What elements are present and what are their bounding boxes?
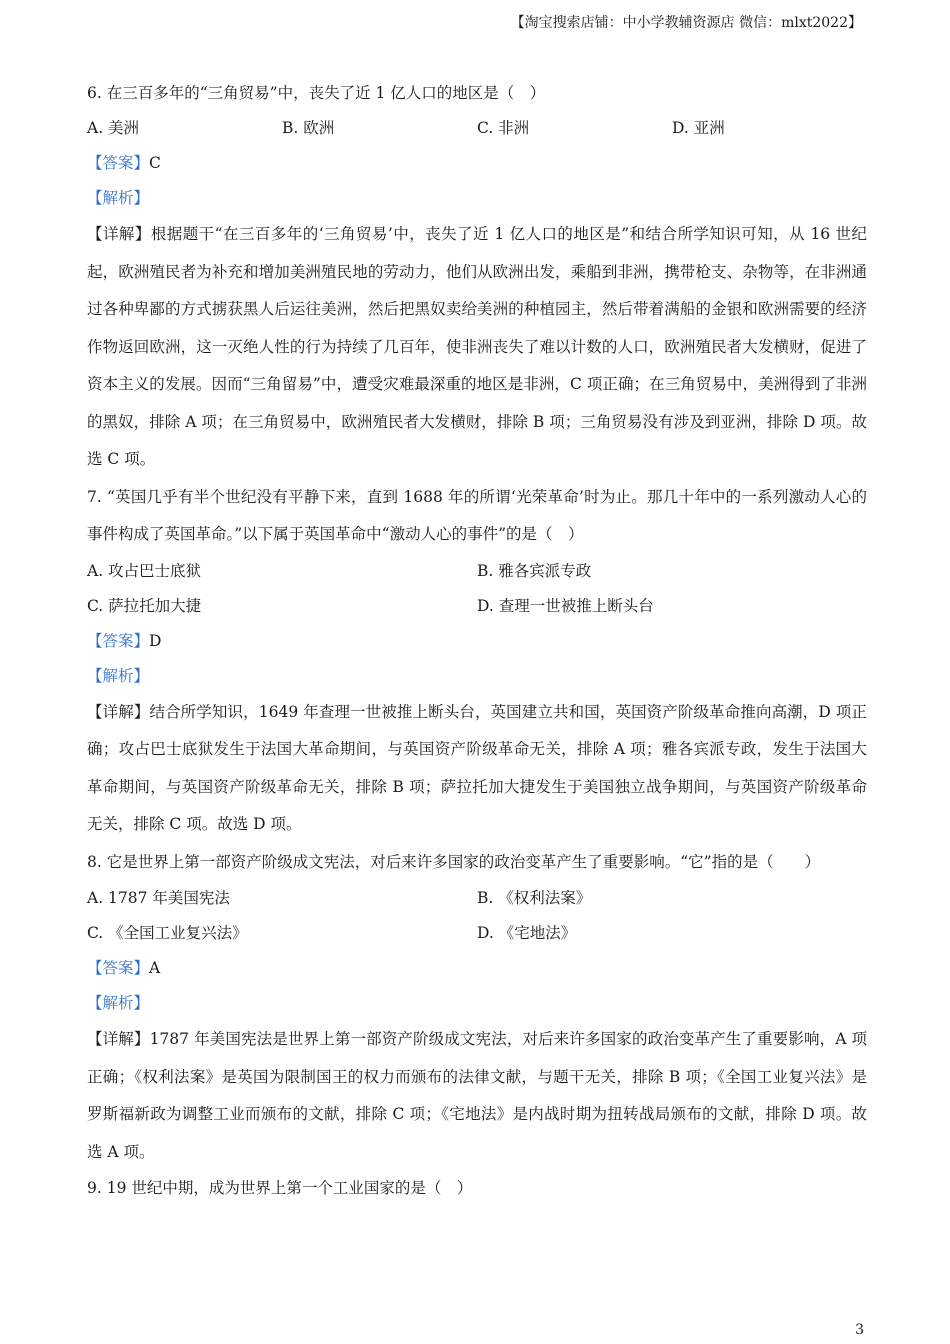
page-header: 【淘宝搜索店铺：中小学教辅资源店 微信：mlxt2022】 (510, 15, 862, 31)
question-8-answer (87, 951, 867, 986)
detail-tag: 【详解】 (87, 225, 151, 243)
analysis-tag: 【解析】 (87, 994, 150, 1012)
question-7-options-row1 (87, 554, 867, 589)
detail-tag: 【详解】 (87, 702, 150, 721)
answer-value: D (149, 631, 162, 650)
question-8-stem: 8. 它是世界上第一部资产阶级成文宪法，对后来许多国家的政治变革产生了重要影响。“它”指的是（ ） (87, 852, 821, 871)
question-8-detail (87, 1021, 867, 1171)
detail-text: 结合所学知识，1649 年查理一世被推上断头台，英国建立共和国，英国资产阶级革命推向高潮，D 项正确；攻占巴士底狱发生于法国大革命期间，与英国资产阶级革命无关，排除 A 项；雅各宾派专政，发生于法国大革命期间，与英国资产阶级革命无关，排除 B 项；萨拉托加大捷发生于美国独立战争期间，与英国资产阶级革命无关，排除 C 项。故选 D 项。 (87, 702, 867, 833)
question-7-options-row2 (87, 589, 867, 624)
answer-value: C (149, 154, 161, 172)
answer-tag: 【答案】 (87, 959, 150, 977)
option-d: D. 查理一世被推上断头台 (477, 596, 654, 615)
question-6-answer (87, 146, 867, 181)
question-8-options-row2 (87, 916, 867, 951)
option-a: A. 攻占巴士底狱 (87, 561, 202, 580)
option-c: C. 《全国工业复兴法》 (87, 924, 248, 942)
question-9-stem: 9. 19 世纪中期，成为世界上第一个工业国家的是（ ） (87, 1179, 473, 1197)
option-b: B. 雅各宾派专政 (477, 561, 592, 580)
question-8-analysis (87, 986, 867, 1021)
question-7-stem: 7. “英国几乎有半个世纪没有平静下来，直到 1688 年的所谓‘光荣革命’时为止。那几十年中的一系列激动人心的事件构成了英国革命。”以下属于英国革命中“激动人心的事件”的是（ ） (87, 487, 867, 543)
question-content (87, 76, 867, 1206)
question-7-analysis (87, 659, 867, 694)
option-c: C. 非洲 (477, 119, 530, 137)
answer-tag: 【答案】 (87, 631, 150, 650)
option-d: D. 《宅地法》 (477, 924, 577, 942)
question-8-options-row1 (87, 881, 867, 916)
question-7-answer (87, 624, 867, 659)
option-a: A. 1787 年美国宪法 (87, 889, 230, 907)
option-b: B. 《权利法案》 (477, 889, 592, 907)
detail-text: 根据题干“在三百多年的‘三角贸易’中，丧失了近 1 亿人口的地区是”和结合所学知识可知，从 16 世纪起，欧洲殖民者为补充和增加美洲殖民地的劳动力，他们从欧洲出发，乘船到非洲，携带枪支、杂物等，在非洲通过各种卑鄙的方式掳获黑人后运往美洲，然后把黑奴卖给美洲的种植园主，然后带着满船的金银和欧洲需要的经济作物返回欧洲，这一灭绝人性的行为持续了几百年，使非洲丧失了难以计数的人口，欧洲殖民者大发横财，促进了资本主义的发展。因而“三角留易”中，遭受灾难最深重的地区是非洲，C 项正确；在三角贸易中，美洲得到了非洲的黑奴，排除 A 项；在三角贸易中，欧洲殖民者大发横财，排除 B 项；三角贸易没有涉及到亚洲，排除 D 项。故选 C 项。 (87, 225, 867, 468)
question-6-stem: 6. 在三百多年的“三角贸易”中，丧失了近 1 亿人口的地区是（ ） (87, 84, 546, 102)
page-number: 3 (855, 1322, 864, 1338)
option-d: D. 亚洲 (672, 119, 725, 137)
option-c: C. 萨拉托加大捷 (87, 596, 202, 615)
analysis-tag: 【解析】 (87, 666, 150, 685)
question-6-options (87, 111, 867, 146)
question-6-detail (87, 216, 867, 479)
option-a: A. 美洲 (87, 119, 140, 137)
analysis-tag: 【解析】 (87, 189, 150, 207)
detail-text: 1787 年美国宪法是世界上第一部资产阶级成文宪法，对后来许多国家的政治变革产生了重要影响，A 项正确；《权利法案》是英国为限制国王的权力而颁布的法律文献，与题干无关，排除 B 项；《全国工业复兴法》是罗斯福新政为调整工业而颁布的文献，排除 C 项；《宅地法》是内战时期为扭转战局颁布的文献，排除 D 项。故选 A 项。 (87, 1030, 867, 1161)
answer-tag: 【答案】 (87, 154, 150, 172)
detail-tag: 【详解】 (87, 1030, 150, 1048)
question-7-detail (87, 694, 867, 844)
answer-value: A (149, 959, 161, 977)
option-b: B. 欧洲 (282, 119, 335, 137)
question-6-analysis (87, 181, 867, 216)
